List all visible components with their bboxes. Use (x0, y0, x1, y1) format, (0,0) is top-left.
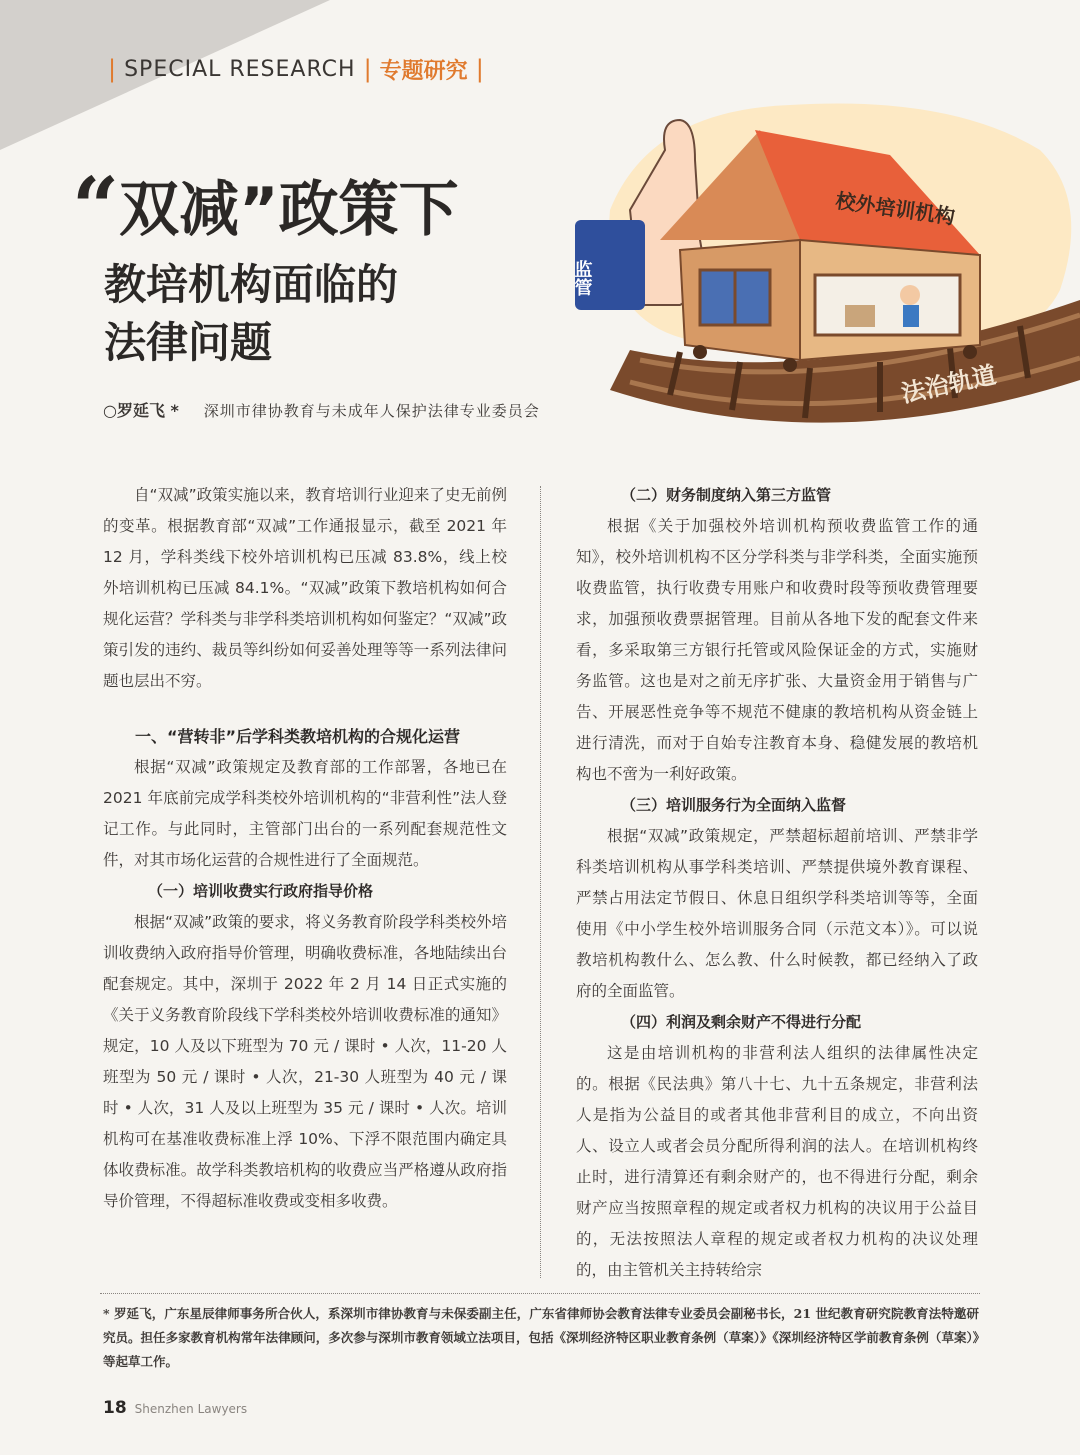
author-affiliation: 深圳市律协教育与未成年人保护法律专业委员会 (203, 402, 540, 420)
intro-paragraph: 自“双减”政策实施以来，教育培训行业迎来了史无前例的变革。根据教育部“双减”工作通报显示，截至 2021 年 12 月，学科类线下校外培训机构已压减 83.8%，线上校外培训机构已压减 84.1%。“双减”政策下教培机构如何合规化运营？学科类与非学科类培训机构如何鉴定？“双减”政策引发的违约、裁员等纠纷如何妥善处理等等一系列法律问题也层出不穷。 (103, 486, 507, 690)
column-divider (540, 486, 541, 1278)
article-title (72, 160, 459, 372)
subsection-3-heading: （三）培训服务行为全面纳入监督 (621, 796, 847, 814)
section-1-paragraph: 根据“双减”政策规定及教育部的工作部署，各地已在 2021 年底前完成学科类校外培训机构的“非营利性”法人登记工作。与此同时，主管部门出台的一系列配套规范性文件，对其市场化运营的合规性进行了全面规范。 (103, 758, 507, 869)
illustration (570, 90, 1080, 450)
section-header (100, 52, 492, 86)
title-line-3: 法律问题 (104, 318, 273, 367)
page-number: 18 (103, 1398, 127, 1418)
header-bar-mid: | (363, 55, 372, 83)
left-column (103, 480, 507, 1217)
house-sign: 校外培训机构 (834, 188, 957, 229)
header-bar-right: | (475, 55, 484, 83)
sleeve-label: 监管 (571, 260, 593, 296)
section-label-en: SPECIAL RESEARCH (124, 56, 356, 82)
title-open-quote: “ (72, 160, 120, 256)
title-line-2: 教培机构面临的 (104, 260, 399, 309)
title-line-1-text: 双减”政策下 (119, 175, 459, 245)
rail-label: 法治轨道 (898, 359, 999, 409)
author-name: ○罗延飞 * (103, 401, 179, 420)
subsection-3-paragraph: 根据“双减”政策规定，严禁超标超前培训、严禁非学科类培训机构从事学科类培训、严禁提供境外教育课程、严禁占用法定节假日、休息日组织学科类培训等等，全面使用《中小学生校外培训服务合同（示范文本）》。可以说教培机构教什么、怎么教、什么时候教，都已经纳入了政府的全面监管。 (576, 827, 978, 1000)
section-1-heading: 一、“营转非”后学科类教培机构的合规化运营 (135, 727, 461, 746)
page-footer (103, 1398, 247, 1418)
title-line-1 (72, 160, 459, 256)
section-label-cn: 专题研究 (379, 58, 468, 84)
right-column (576, 480, 978, 1286)
footnote-divider (100, 1293, 980, 1294)
magazine-name: Shenzhen Lawyers (134, 1402, 248, 1416)
byline (103, 398, 540, 421)
subsection-1-paragraph: 根据“双减”政策的要求，将义务教育阶段学科类校外培训收费纳入政府指导价管理，明确收费标准，各地陆续出台配套规定。其中，深圳于 2022 年 2 月 14 日正式实施的《关于义务教育阶段线下学科类校外培训收费标准的通知》规定，10 人及以下班型为 70 元 / 课时 • 人次，11-20 人班型为 50 元 / 课时 • 人次，21-30 人班型为 40 元 / 课时 • 人次，31 人及以上班型为 35 元 / 课时 • 人次。培训机构可在基准收费标准上浮 10%、下浮不限范围内确定具体收费标准。故学科类教培机构的收费应当严格遵从政府指导价管理，不得超标准收费或变相多收费。 (103, 913, 507, 1210)
subsection-2-paragraph: 根据《关于加强校外培训机构预收费监管工作的通知》，校外培训机构不区分学科类与非学科类，全面实施预收费监管，执行收费专用账户和收费时段等预收费管理要求，加强预收费票据管理。目前从各地下发的配套文件来看，多采取第三方银行托管或风险保证金的方式，实施财务监管。这也是对之前无序扩张、大量资金用于销售与广告、开展恶性竞争等不规范不健康的教培机构从资金链上进行清洗，而对于自始专注教育本身、稳健发展的教培机构也不啻为一利好政策。 (576, 517, 978, 783)
author-footnote: * 罗延飞，广东星辰律师事务所合伙人，系深圳市律协教育与未保委副主任，广东省律师协会教育法律专业委员会副秘书长，21 世纪教育研究院教育法特邀研究员。担任多家教育机构常年法律顾问，多次参与深圳市教育领域立法项目，包括《深圳经济特区职业教育条例（草案）》《深圳经济特区学前教育条例（草案）》等起草工作。 (103, 1306, 979, 1369)
subsection-1-heading: （一）培训收费实行政府指导价格 (148, 882, 374, 900)
header-bar-left: | (108, 55, 117, 83)
subsection-2-heading: （二）财务制度纳入第三方监管 (621, 486, 832, 504)
subsection-4-heading: （四）利润及剩余财产不得进行分配 (621, 1013, 862, 1031)
subsection-4-paragraph: 这是由培训机构的非营利法人组织的法律属性决定的。根据《民法典》第八十七、九十五条规定，非营利法人是指为公益目的或者其他非营利目的成立，不向出资人、设立人或者会员分配所得利润的法人。在培训机构终止时，进行清算还有剩余财产的，也不得进行分配，剩余财产应当按照章程的规定或者权力机构的决议用于公益目的，无法按照法人章程的规定或者权力机构的决议处理的，由主管机关主持转给宗 (576, 1044, 978, 1279)
